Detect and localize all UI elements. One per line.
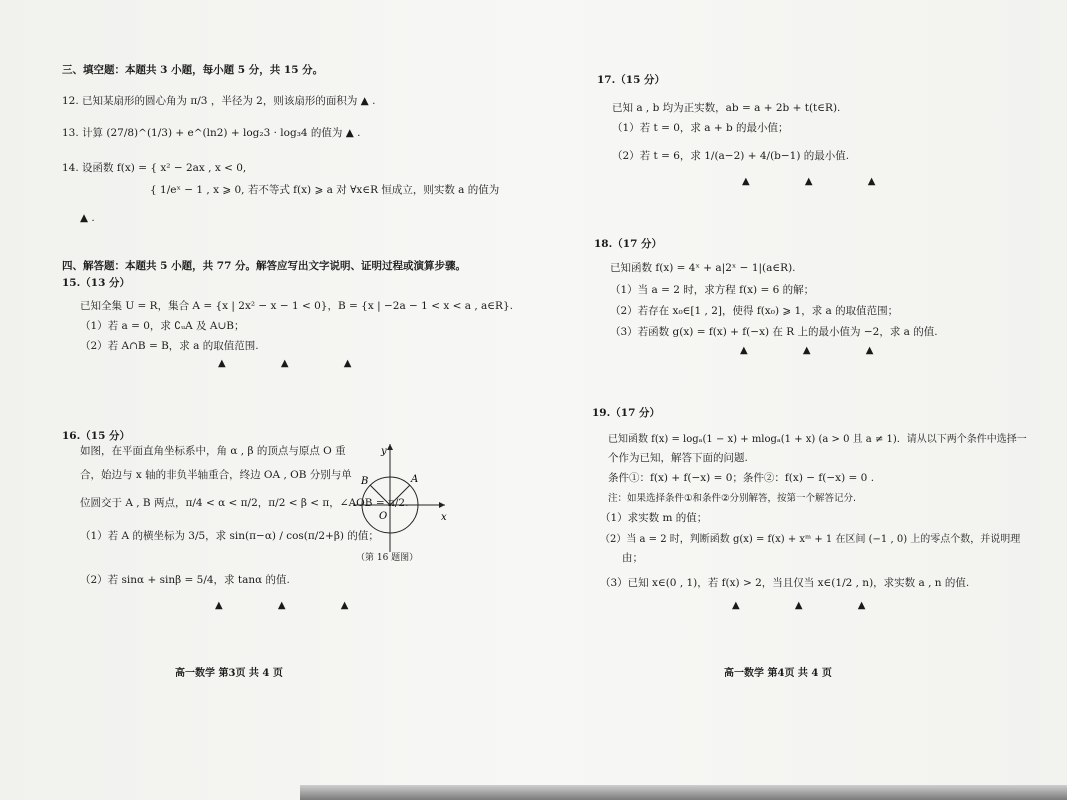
question-14-line1: 14. 设函数 f(x) = { x² − 2ax , x < 0, xyxy=(62,162,247,174)
question-14-line2: { 1/eˣ − 1 , x ⩾ 0, 若不等式 f(x) ⩾ a 对 ∀x∈R 恒成立，则实数 a 的值为 xyxy=(150,184,500,196)
question-18-part3: （3）若函数 g(x) = f(x) + f(−x) 在 R 上的最小值为 −2，求 a 的值. xyxy=(610,326,938,338)
end-marks-17: ▲ ▲ ▲ xyxy=(742,176,902,187)
question-13: 13. 计算 (27/8)^(1/3) + e^(ln2) + log₂3 · log₃4 的值为 ▲ . xyxy=(62,127,361,139)
question-16-heading: 16.（15 分） xyxy=(62,430,131,442)
end-marks-15: ▲ ▲ ▲ xyxy=(218,358,378,369)
x-axis-arrow-icon xyxy=(439,502,445,508)
figure-y-label: y xyxy=(381,446,387,457)
unit-circle-figure xyxy=(345,440,455,560)
question-19-part1: （1）求实数 m 的值； xyxy=(600,512,708,524)
question-18-heading: 18.（17 分） xyxy=(594,238,663,250)
question-19-note: 注：如果选择条件①和条件②分别解答，按第一个解答记分. xyxy=(608,493,857,504)
ray-oa xyxy=(390,485,410,505)
question-17-text: 已知 a , b 均为正实数，ab = a + 2b + t(t∈R). xyxy=(612,102,841,114)
end-marks-19: ▲ ▲ ▲ xyxy=(732,600,892,611)
page-footer-right: 高一数学 第4页 共 4 页 xyxy=(724,668,832,679)
end-marks-16: ▲ ▲ ▲ xyxy=(215,600,375,611)
figure-a-label: A xyxy=(411,474,419,485)
question-19-conditions: 条件①：f(x) + f(−x) = 0；条件②：f(x) − f(−x) = 0 . xyxy=(608,472,875,484)
question-16-line1: 如图，在平面直角坐标系中，角 α , β 的顶点与原点 O 重 xyxy=(80,445,346,457)
question-18-text: 已知函数 f(x) = 4ˣ + a|2ˣ − 1|(a∈R). xyxy=(610,262,796,274)
question-15-part2: （2）若 A∩B = B，求 a 的取值范围. xyxy=(80,340,259,352)
question-19-line2: 个作为已知，解答下面的问题. xyxy=(608,452,748,464)
question-19-line1: 已知函数 f(x) = logₐ(1 − x) + mlogₐ(1 + x) (a > 0 且 a ≠ 1)．请从以下两个条件中选择一 xyxy=(608,434,1027,445)
question-18-part1: （1）当 a = 2 时，求方程 f(x) = 6 的解； xyxy=(610,284,815,296)
ray-ob xyxy=(370,485,390,505)
section-fill-blank-heading: 三、填空题：本题共 3 小题，每小题 5 分，共 15 分。 xyxy=(62,64,324,76)
question-16-line2: 合，始边与 x 轴的非负半轴重合，终边 OA , OB 分别与单 xyxy=(80,469,352,481)
question-19-part3: （3）已知 x∈(0 , 1)，若 f(x) > 2，当且仅当 x∈(1/2 , n)，求实数 a , n 的值. xyxy=(600,577,970,589)
question-16-part2: （2）若 sinα + sinβ = 5/4，求 tanα 的值. xyxy=(80,574,290,586)
question-15-text: 已知全集 U = R，集合 A = {x | 2x² − x − 1 < 0}，B = {x | −2a − 1 < x < a , a∈R}. xyxy=(80,300,513,312)
question-12: 12. 已知某扇形的圆心角为 π/3 ，半径为 2，则该扇形的面积为 ▲ . xyxy=(62,95,376,107)
section-answer-heading: 四、解答题：本题共 5 小题，共 77 分。解答应写出文字说明、证明过程或演算步骤。 xyxy=(62,260,467,272)
figure-caption: （第 16 题图） xyxy=(356,553,419,563)
question-19-part2: （2）当 a = 2 时，判断函数 g(x) = f(x) + xᵐ + 1 在区间 (−1 , 0) 上的零点个数，并说明理 xyxy=(600,534,1021,545)
page-footer-left: 高一数学 第3页 共 4 页 xyxy=(175,668,283,679)
question-17-heading: 17.（15 分） xyxy=(597,74,666,86)
question-15-part1: （1）若 a = 0，求 ∁ᵤA 及 A∪B； xyxy=(80,320,245,332)
figure-o-label: O xyxy=(379,511,388,522)
question-16-line3: 位圆交于 A , B 两点，π/4 < α < π/2，π/2 < β < π，∠AOB = π/2. xyxy=(80,497,409,509)
question-19-heading: 19.（17 分） xyxy=(592,407,661,419)
question-18-part2: （2）若存在 x₀∈[1 , 2]，使得 f(x₀) ⩾ 1，求 a 的取值范围； xyxy=(610,305,899,317)
figure-x-label: x xyxy=(441,512,447,523)
question-16-part1: （1）若 A 的横坐标为 3/5，求 sin(π−α) / cos(π/2+β) 的值； xyxy=(80,530,379,542)
scanner-edge-shadow xyxy=(300,785,1067,800)
figure-b-label: B xyxy=(361,476,369,487)
question-15-heading: 15.（13 分） xyxy=(62,277,131,289)
question-17-part1: （1）若 t = 0，求 a + b 的最小值； xyxy=(612,122,789,134)
y-axis-arrow-icon xyxy=(387,444,393,450)
question-19-part2-cont: 由； xyxy=(622,552,643,564)
question-17-part2: （2）若 t = 6，求 1/(a−2) + 4/(b−1) 的最小值. xyxy=(612,150,850,162)
end-marks-18: ▲ ▲ ▲ xyxy=(740,345,900,356)
question-14-line3: ▲ . xyxy=(80,212,95,224)
